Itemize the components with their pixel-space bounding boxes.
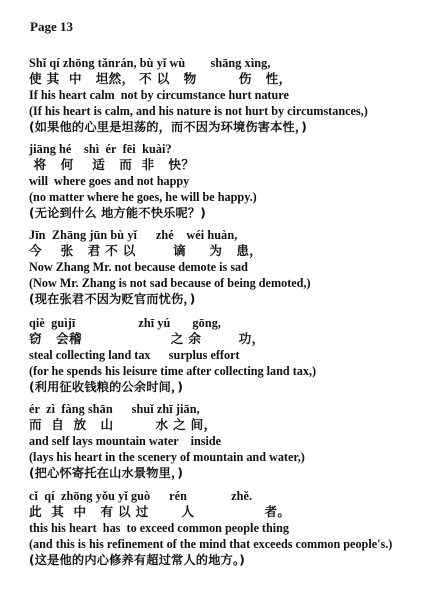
stanza-6 <box>29 488 419 568</box>
stanza-2 <box>29 141 419 221</box>
pinyin-line: cǐ qí zhōng yǒu yǐ guò rén zhě. <box>29 489 253 503</box>
english-translation: (lays his heart in the scenery of mountain and water,) <box>29 450 305 464</box>
chinese-translation: (如果他的心里是坦荡的，而不因为环境伤害本性，) <box>29 120 307 134</box>
hanzi-line: 而 自 放 山 水 之 间， <box>29 417 217 432</box>
stanza-1 <box>29 55 419 135</box>
gloss-line: will where goes and not happy <box>29 174 190 188</box>
chinese-translation: (无论到什么 地方能不快乐呢？) <box>29 206 207 220</box>
chinese-translation: (利用征收钱粮的公余时间，) <box>29 380 184 394</box>
hanzi-line: 将 何 适 而 非 快？ <box>29 157 195 172</box>
chinese-translation: (这是他的内心修养有超过常人的地方。) <box>29 553 246 567</box>
stanza-3 <box>29 227 419 307</box>
gloss-line: If his heart calm not by circumstance hurt nature <box>29 88 289 102</box>
gloss-line: steal collecting land tax surplus effort <box>29 348 240 362</box>
gloss-line: this his heart has to exceed common people thing <box>29 521 289 535</box>
hanzi-line: 此 其 中 有 以 过 人 者。 <box>29 504 291 519</box>
pinyin-line: qiè guìjī zhī yú gōng, <box>29 316 222 330</box>
stanza-4 <box>29 315 419 395</box>
hanzi-line: 今 张 君 不 以 谪 为 患， <box>29 243 263 258</box>
gloss-line: and self lays mountain water inside <box>29 434 222 448</box>
chinese-translation: (把心怀寄托在山水景物里，) <box>29 466 184 480</box>
hanzi-line: 窃 会稽 之 余 功， <box>29 331 265 346</box>
english-translation: (for he spends his leisure time after collecting land tax,) <box>29 364 317 378</box>
gloss-line: Now Zhang Mr. not because demote is sad <box>29 260 248 274</box>
pinyin-line: Jīn Zhāng jūn bù yǐ zhé wéi huàn, <box>29 228 238 242</box>
pinyin-line: jiāng hé shì ér fēi kuài? <box>29 142 172 156</box>
english-translation: (Now Mr. Zhang is not sad because of being demoted,) <box>29 276 311 290</box>
page-title: Page 13 <box>30 19 73 34</box>
english-translation: (no matter where he goes, he will be happy.) <box>29 190 257 204</box>
stanza-5 <box>29 401 419 481</box>
hanzi-line: 使 其 中 坦然， 不 以 物 伤 性， <box>29 71 292 86</box>
pinyin-line: ér zì fàng shān shuǐ zhī jiān, <box>29 402 200 416</box>
chinese-translation: (现在张君不因为贬官而忧伤，) <box>29 292 196 306</box>
english-translation: (If his heart is calm, and his nature is not hurt by circumstances,) <box>29 104 368 118</box>
english-translation: (and this is his refinement of the mind that exceeds common people's.) <box>29 537 393 551</box>
pinyin-line: Shǐ qí zhōng tǎnrán, bù yǐ wù shāng xìng, <box>29 56 271 70</box>
